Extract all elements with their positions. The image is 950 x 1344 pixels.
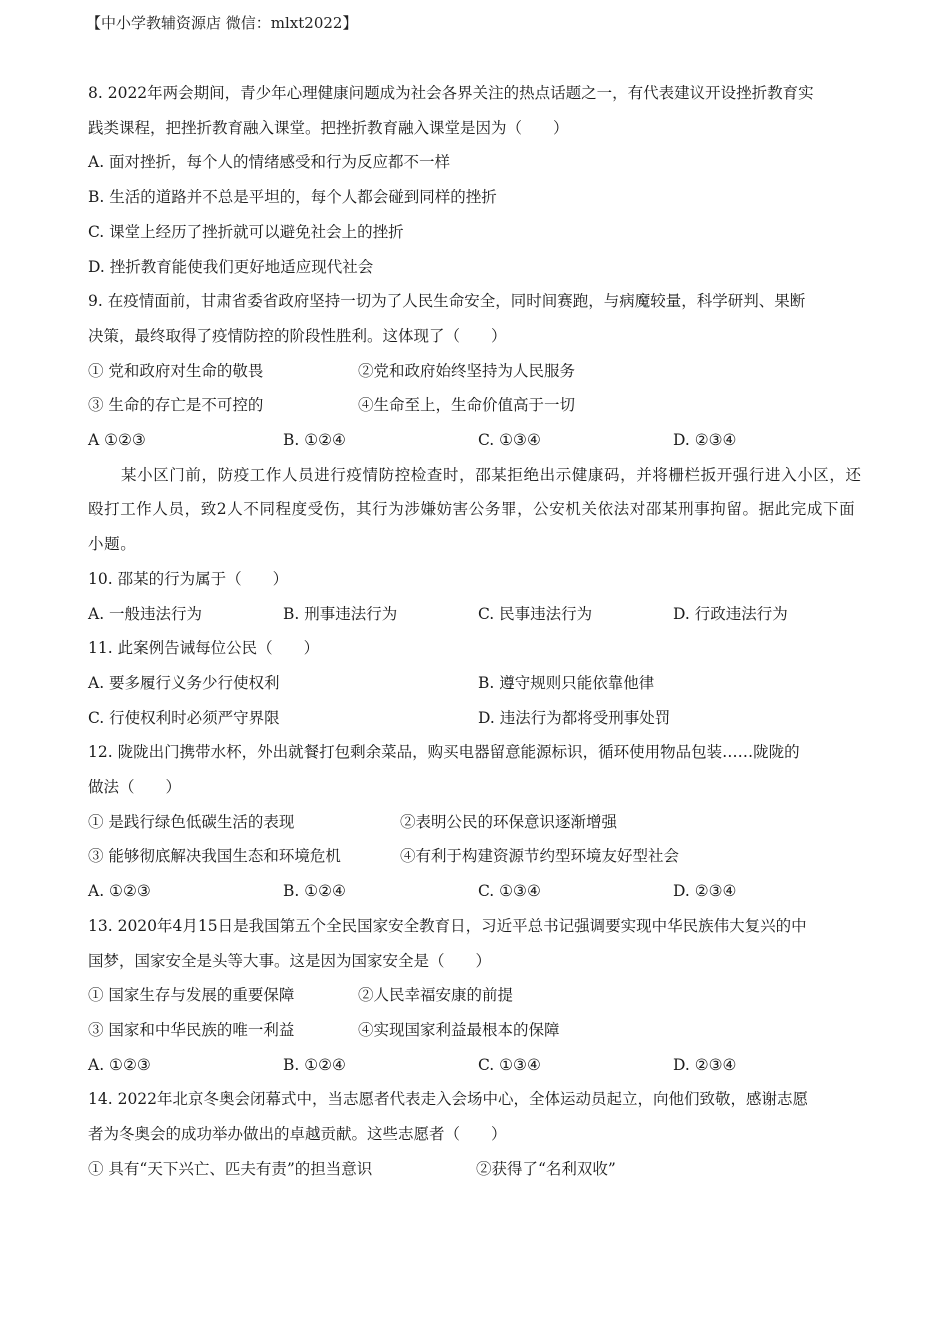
question-9-statement-1: ① 党和政府对生命的敬畏 <box>88 361 264 380</box>
question-12 <box>88 735 868 909</box>
question-11-stem: 11. 此案例告诫每位公民（ ） <box>88 639 320 658</box>
question-14-stem-line-2: 者为冬奥会的成功举办做出的卓越贡献。这些志愿者（ ） <box>88 1125 507 1144</box>
question-12-statements-row-1 <box>88 805 868 840</box>
question-12-option-a: A. ①②③ <box>88 882 151 901</box>
question-13-statement-3: ③ 国家和中华民族的唯一利益 <box>88 1020 295 1039</box>
question-11-options-row-1 <box>88 666 868 701</box>
question-9-statements-row-1 <box>88 354 868 389</box>
question-9-statement-2: ②党和政府始终坚持为人民服务 <box>358 361 576 380</box>
question-13-statement-2: ②人民幸福安康的前提 <box>358 986 514 1005</box>
question-13-option-d: D. ②③④ <box>673 1055 737 1074</box>
question-13-stem-line-2: 国梦，国家安全是头等大事。这是因为国家安全是（ ） <box>88 951 492 970</box>
question-9-option-a: A ①②③ <box>88 431 146 450</box>
question-9-stem-line-1: 9. 在疫情面前，甘肃省委省政府坚持一切为了人民生命安全，同时间赛跑，与病魔较量，科学研判、果断 <box>88 292 806 311</box>
page-header: 【中小学教辅资源店 微信：mlxt2022】 <box>86 14 358 32</box>
question-9-statement-3: ③ 生命的存亡是不可控的 <box>88 396 264 415</box>
question-13-statement-1: ① 国家生存与发展的重要保障 <box>88 986 295 1005</box>
question-13-options <box>88 1048 868 1083</box>
question-content <box>88 76 868 1187</box>
question-10-option-d: D. 行政违法行为 <box>673 604 788 623</box>
question-14-statement-2: ②获得了“名利双收” <box>476 1159 616 1178</box>
question-10-options <box>88 597 868 632</box>
question-9 <box>88 284 868 458</box>
question-13 <box>88 909 868 1083</box>
question-12-statement-4: ④有利于构建资源节约型环境友好型社会 <box>400 847 680 866</box>
question-11-option-c: C. 行使权利时必须严守界限 <box>88 708 280 727</box>
question-12-statements-row-2 <box>88 839 868 874</box>
question-12-statement-1: ① 是践行绿色低碳生活的表现 <box>88 812 295 831</box>
question-8-stem-line-2: 践类课程，把挫折教育融入课堂。把挫折教育融入课堂是因为（ ） <box>88 118 569 137</box>
question-13-statement-4: ④实现国家利益最根本的保障 <box>358 1020 560 1039</box>
question-14-statements-row-1 <box>88 1152 868 1187</box>
question-12-option-d: D. ②③④ <box>673 882 737 901</box>
question-12-stem-line-2: 做法（ ） <box>88 778 182 797</box>
question-10-option-b: B. 刑事违法行为 <box>283 604 398 623</box>
question-11-option-d: D. 违法行为都将受刑事处罚 <box>478 708 671 727</box>
question-14-stem-line-1: 14. 2022年北京冬奥会闭幕式中，当志愿者代表走入会场中心，全体运动员起立，向他们致敬，感谢志愿 <box>88 1090 809 1109</box>
question-13-statements-row-2 <box>88 1013 868 1048</box>
question-10-option-c: C. 民事违法行为 <box>478 604 593 623</box>
question-9-option-c: C. ①③④ <box>478 431 541 450</box>
question-13-option-c: C. ①③④ <box>478 1055 541 1074</box>
question-8-stem-line-1: 8. 2022年两会期间，青少年心理健康问题成为社会各界关注的热点话题之一，有代表建议开设挫折教育实 <box>88 84 814 102</box>
question-10 <box>88 562 868 631</box>
question-12-options <box>88 874 868 909</box>
question-13-option-b: B. ①②④ <box>283 1055 346 1074</box>
question-11-option-b: B. 遵守规则只能依靠他律 <box>478 673 655 692</box>
question-11-option-a: A. 要多履行义务少行使权利 <box>88 673 280 692</box>
question-11 <box>88 631 868 735</box>
question-12-stem-line-1: 12. 陇陇出门携带水杯，外出就餐打包剩余菜品，购买电器留意能源标识，循环使用物品包装……陇陇的 <box>88 743 800 762</box>
question-8-option-d: D. 挫折教育能使我们更好地适应现代社会 <box>88 257 374 276</box>
question-10-stem: 10. 邵某的行为属于（ ） <box>88 569 289 588</box>
question-8-option-b: B. 生活的道路并不总是平坦的，每个人都会碰到同样的挫折 <box>88 188 497 207</box>
question-9-statement-4: ④生命至上，生命价值高于一切 <box>358 396 576 415</box>
question-8 <box>88 76 868 284</box>
question-9-option-b: B. ①②④ <box>283 431 346 450</box>
question-9-options <box>88 423 868 458</box>
question-9-option-d: D. ②③④ <box>673 431 737 450</box>
question-14 <box>88 1082 868 1186</box>
question-12-option-b: B. ①②④ <box>283 882 346 901</box>
question-12-statement-3: ③ 能够彻底解决我国生态和环境危机 <box>88 847 341 866</box>
question-12-option-c: C. ①③④ <box>478 882 541 901</box>
question-11-options-row-2 <box>88 701 868 736</box>
question-13-statements-row-1 <box>88 978 868 1013</box>
question-14-statement-1: ① 具有“天下兴亡、匹夫有责”的担当意识 <box>88 1159 373 1178</box>
case-material: 某小区门前，防疫工作人员进行疫情防控检查时，邵某拒绝出示健康码，并将栅栏扳开强行进入小区，还殴打工作人员，致2人不同程度受伤，其行为涉嫌妨害公务罪，公安机关依法对邵某刑事拘留。据此完成下面小题。 <box>88 465 862 554</box>
question-9-stem-line-2: 决策，最终取得了疫情防控的阶段性胜利。这体现了（ ） <box>88 326 507 345</box>
question-10-option-a: A. 一般违法行为 <box>88 604 203 623</box>
question-9-statements-row-2 <box>88 388 868 423</box>
question-13-stem-line-1: 13. 2020年4月15日是我国第五个全民国家安全教育日，习近平总书记强调要实现中华民族伟大复兴的中 <box>88 916 807 935</box>
question-8-option-c: C. 课堂上经历了挫折就可以避免社会上的挫折 <box>88 222 404 241</box>
question-8-option-a: A. 面对挫折，每个人的情绪感受和行为反应都不一样 <box>88 153 451 172</box>
question-13-option-a: A. ①②③ <box>88 1055 151 1074</box>
question-12-statement-2: ②表明公民的环保意识逐渐增强 <box>400 812 618 831</box>
